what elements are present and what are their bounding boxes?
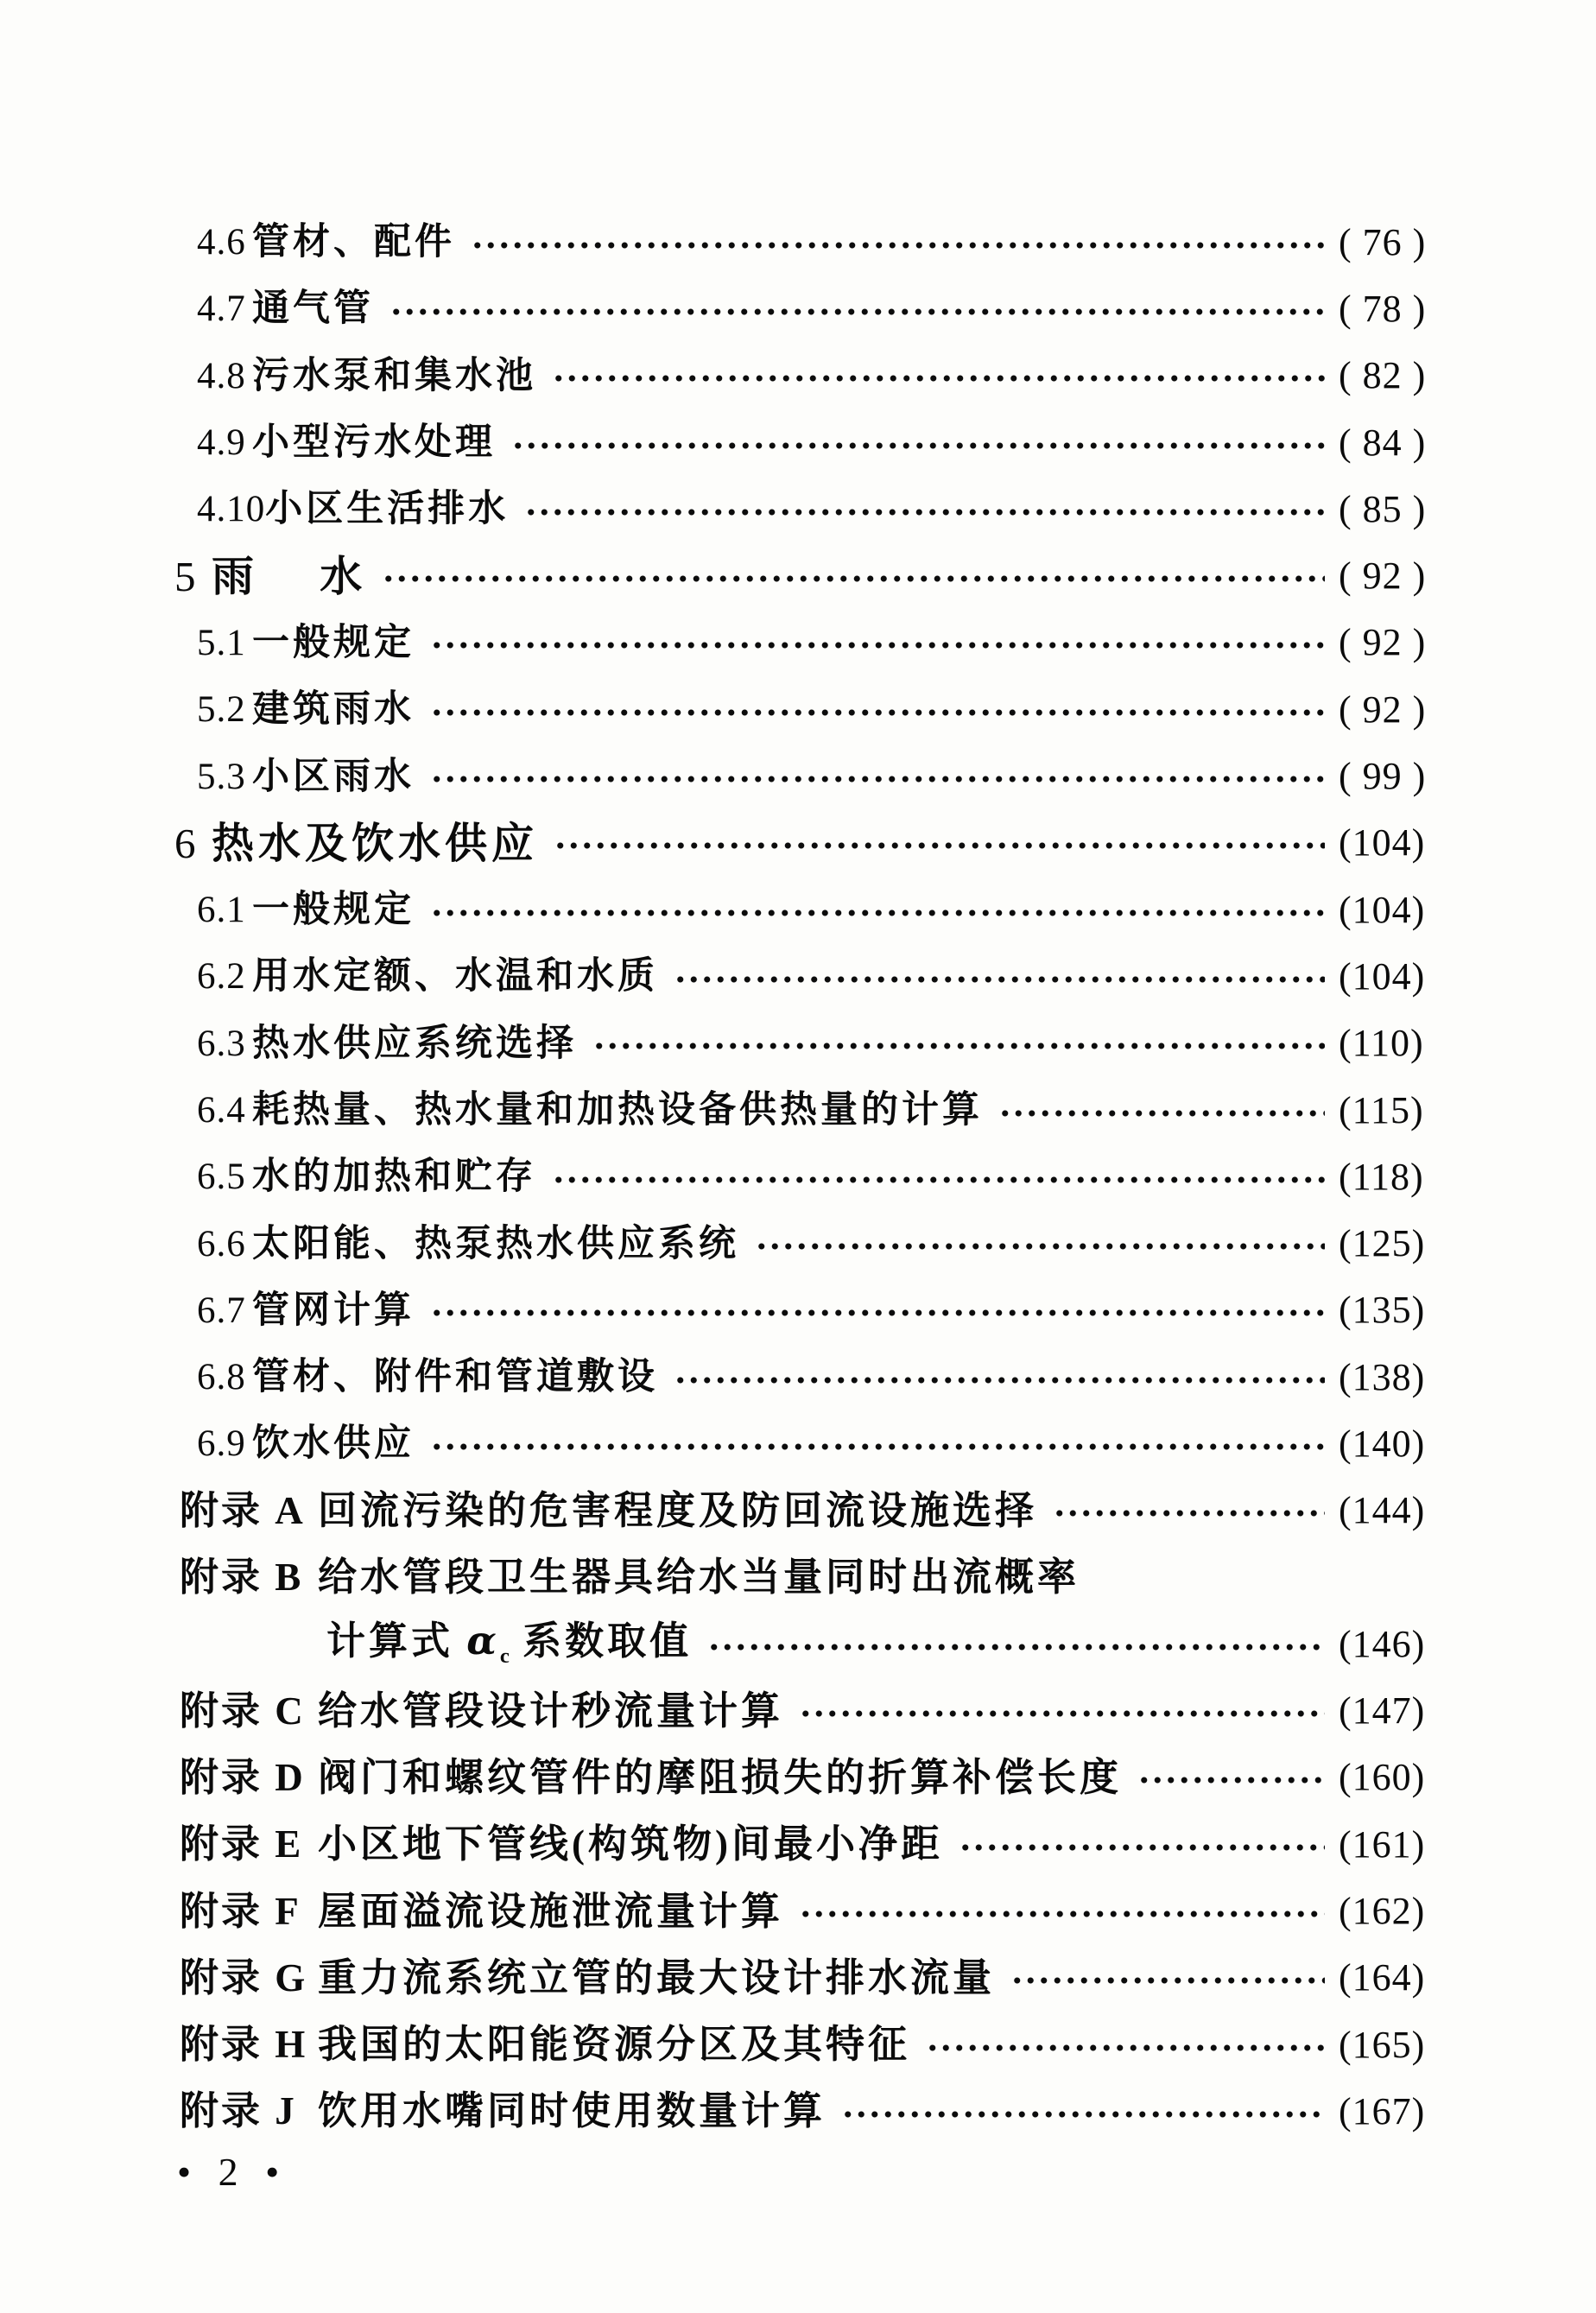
toc-row-number: 附录 D <box>180 1755 306 1799</box>
toc-row-number: 附录 G <box>180 1955 308 1999</box>
toc-row-title: 小区地下管线(构筑物)间最小净距 <box>318 1822 943 1866</box>
page-number: (125) <box>1339 1222 1426 1265</box>
toc-row <box>173 877 1460 943</box>
page-number: (110) <box>1339 1022 1424 1065</box>
page-number: (146) <box>1339 1622 1426 1665</box>
toc-row-number: 6 <box>174 819 197 867</box>
dot-leader <box>390 307 1325 317</box>
toc-row <box>173 1478 1460 1544</box>
page-number: (162) <box>1339 1890 1426 1933</box>
toc-row <box>173 743 1460 809</box>
toc-row-number: 附录 A <box>180 1488 306 1532</box>
toc-row-number: 6.4 <box>197 1090 246 1131</box>
toc-row-number: 5 <box>174 552 197 600</box>
toc-row-title: 热水及饮水供应 <box>212 819 539 867</box>
toc-row <box>173 1011 1460 1077</box>
toc-row-title: 给水管段设计秒流量计算 <box>318 1689 784 1733</box>
dot-leader <box>1053 1508 1325 1518</box>
dot-leader <box>552 373 1325 383</box>
toc-row-title: 一般规定 <box>252 622 415 663</box>
toc-row-number: 4.7 <box>197 288 246 330</box>
toc-row-number: 附录 E <box>180 1822 304 1866</box>
alpha-subscript: c <box>499 1644 510 1668</box>
toc-row-title: 重力流系统立管的最大设计排水流量 <box>318 1955 996 1999</box>
toc-row-title: 我国的太阳能资源分区及其特征 <box>318 2023 911 2067</box>
toc-row-number: 6.1 <box>197 890 246 931</box>
page-number: ( 85 ) <box>1339 487 1427 530</box>
toc-row <box>173 276 1460 342</box>
toc-row-number: 4.9 <box>197 422 246 464</box>
toc-row-title: 管材、配件 <box>252 222 455 263</box>
page-number: (140) <box>1339 1422 1426 1465</box>
toc-row-title: 一般规定 <box>252 890 415 931</box>
toc-row <box>173 1611 1460 1677</box>
toc-row <box>173 542 1460 609</box>
toc-row-title: 污水泵和集水池 <box>252 355 536 396</box>
toc-row-title: 小型污水处理 <box>252 422 496 464</box>
page-number: (115) <box>1339 1088 1424 1131</box>
toc-row-number: 附录 H <box>180 2023 308 2067</box>
page-number: (147) <box>1339 1689 1426 1733</box>
toc-row-title: 管网计算 <box>252 1290 415 1331</box>
toc-row-number: 6.8 <box>197 1357 246 1398</box>
toc-row <box>173 409 1460 476</box>
page-number: ( 82 ) <box>1339 354 1427 397</box>
dot-leader <box>799 1708 1325 1719</box>
toc-row-number: 4.10 <box>197 489 266 530</box>
page-number: ( 76 ) <box>1339 220 1427 263</box>
toc-row-number: 附录 J <box>180 2089 297 2133</box>
toc-row-number: 6.3 <box>197 1023 246 1064</box>
page-number: (138) <box>1339 1355 1426 1398</box>
page-number: ( 78 ) <box>1339 287 1427 330</box>
page-number: (164) <box>1339 1956 1426 1999</box>
dot-leader <box>430 707 1325 718</box>
toc-row <box>173 1410 1460 1477</box>
toc-row <box>173 2012 1460 2078</box>
toc-row-title: 小区雨水 <box>252 756 415 797</box>
toc-row <box>173 1811 1460 1878</box>
dot-leader <box>430 1308 1325 1318</box>
toc-row <box>173 2078 1460 2145</box>
toc-row <box>173 343 1460 409</box>
toc-row-title: 给水管段卫生器具给水当量同时出流概率 <box>318 1556 1080 1600</box>
toc-row-number: 附录 C <box>180 1689 306 1733</box>
toc-row <box>173 1878 1460 1944</box>
page-number: ( 92 ) <box>1339 621 1427 664</box>
toc-row-title: 阀门和螺纹管件的摩阻损失的折算补偿长度 <box>318 1755 1123 1799</box>
toc-row <box>173 610 1460 676</box>
page-number: (104) <box>1339 954 1426 998</box>
toc-row-title: 回流污染的危害程度及防回流设施选择 <box>318 1488 1038 1532</box>
dot-leader <box>554 840 1325 851</box>
dot-leader <box>430 1442 1325 1452</box>
toc-row-title: 热水供应系统选择 <box>252 1023 577 1064</box>
toc-row <box>173 810 1460 877</box>
toc-list <box>173 209 1460 2145</box>
dot-leader <box>592 1041 1325 1051</box>
dot-leader <box>1137 1775 1325 1785</box>
toc-row-number: 4.8 <box>197 355 246 396</box>
dot-leader <box>674 1375 1325 1385</box>
dot-leader <box>755 1241 1325 1252</box>
toc-row <box>173 1077 1460 1144</box>
dot-leader <box>799 1909 1325 1919</box>
toc-row-title: 通气管 <box>252 288 374 330</box>
toc-row <box>173 209 1460 276</box>
toc-row-number: 附录 B <box>180 1556 304 1600</box>
toc-row-number: 6.6 <box>197 1223 246 1264</box>
page-footer-text: • 2 • <box>177 2150 288 2194</box>
dot-leader <box>959 1842 1325 1853</box>
page-number: (104) <box>1339 821 1426 865</box>
toc-row-title: 饮水供应 <box>252 1423 415 1465</box>
toc-row-title: 管材、附件和管道敷设 <box>252 1357 658 1398</box>
dot-leader <box>430 774 1325 784</box>
dot-leader <box>841 2109 1325 2120</box>
toc-row <box>173 1745 1460 1811</box>
toc-row <box>173 1210 1460 1277</box>
page-number: ( 84 ) <box>1339 421 1427 464</box>
toc-row-number: 5.2 <box>197 689 246 731</box>
dot-leader <box>1010 1975 1325 1986</box>
toc-row-title: 水的加热和贮存 <box>252 1156 536 1198</box>
page-number: (104) <box>1339 888 1426 931</box>
toc-row-title: 小区生活排水 <box>265 489 510 530</box>
toc-row-title: 耗热量、热水量和加热设备供热量的计算 <box>252 1090 983 1131</box>
continuation-text: 计算式 <box>326 1619 467 1663</box>
dot-leader <box>430 640 1325 650</box>
dot-leader <box>471 240 1325 250</box>
dot-leader <box>524 507 1325 517</box>
page-number: ( 99 ) <box>1339 755 1427 798</box>
toc-row-number: 5.1 <box>197 622 246 663</box>
toc-row-number: 5.3 <box>197 756 246 797</box>
toc-row-title: 饮用水嘴同时使用数量计算 <box>318 2089 826 2133</box>
toc-row-title: 建筑雨水 <box>252 689 415 731</box>
dot-leader <box>998 1108 1325 1118</box>
dot-leader <box>511 440 1325 451</box>
continuation-text: 系数取值 <box>509 1619 693 1663</box>
toc-row <box>173 1544 1460 1611</box>
dot-leader <box>926 2043 1325 2053</box>
toc-row-number: 6.7 <box>197 1290 246 1331</box>
dot-leader <box>674 974 1325 985</box>
toc-row <box>173 943 1460 1010</box>
dot-leader <box>552 1175 1325 1185</box>
toc-row-title: 雨 水 <box>212 552 367 600</box>
page-number: (165) <box>1339 2023 1426 2066</box>
dot-leader <box>382 573 1325 584</box>
page-number: (160) <box>1339 1756 1426 1799</box>
toc-row <box>173 1277 1460 1344</box>
page-number: (135) <box>1339 1289 1426 1332</box>
toc-row-number: 6.5 <box>197 1156 246 1198</box>
toc-row <box>173 676 1460 743</box>
toc-row-title: 屋面溢流设施泄流量计算 <box>318 1889 784 1933</box>
page-number: (161) <box>1339 1822 1426 1866</box>
toc-row <box>173 476 1460 542</box>
dot-leader <box>707 1642 1325 1652</box>
toc-row-number: 4.6 <box>197 222 246 263</box>
toc-row-title: 太阳能、热泵热水供应系统 <box>252 1223 739 1264</box>
toc-row-number: 6.9 <box>197 1423 246 1465</box>
page-number: (167) <box>1339 2089 1426 2132</box>
toc-row-number: 6.2 <box>197 956 246 998</box>
page-number: (144) <box>1339 1489 1426 1532</box>
toc-row-title: 用水定额、水温和水质 <box>252 956 658 998</box>
page-number: (118) <box>1339 1155 1424 1198</box>
toc-row <box>173 1344 1460 1410</box>
toc-row <box>173 1144 1460 1210</box>
page-footer <box>177 2149 288 2195</box>
dot-leader <box>430 908 1325 918</box>
toc-row-number: 附录 F <box>180 1889 301 1933</box>
alpha-symbol: α <box>466 1618 500 1663</box>
page-number: ( 92 ) <box>1339 554 1427 598</box>
toc-row <box>173 1678 1460 1745</box>
toc-row-title <box>326 1618 693 1668</box>
page-number: ( 92 ) <box>1339 688 1427 731</box>
toc-row <box>173 1945 1460 2012</box>
